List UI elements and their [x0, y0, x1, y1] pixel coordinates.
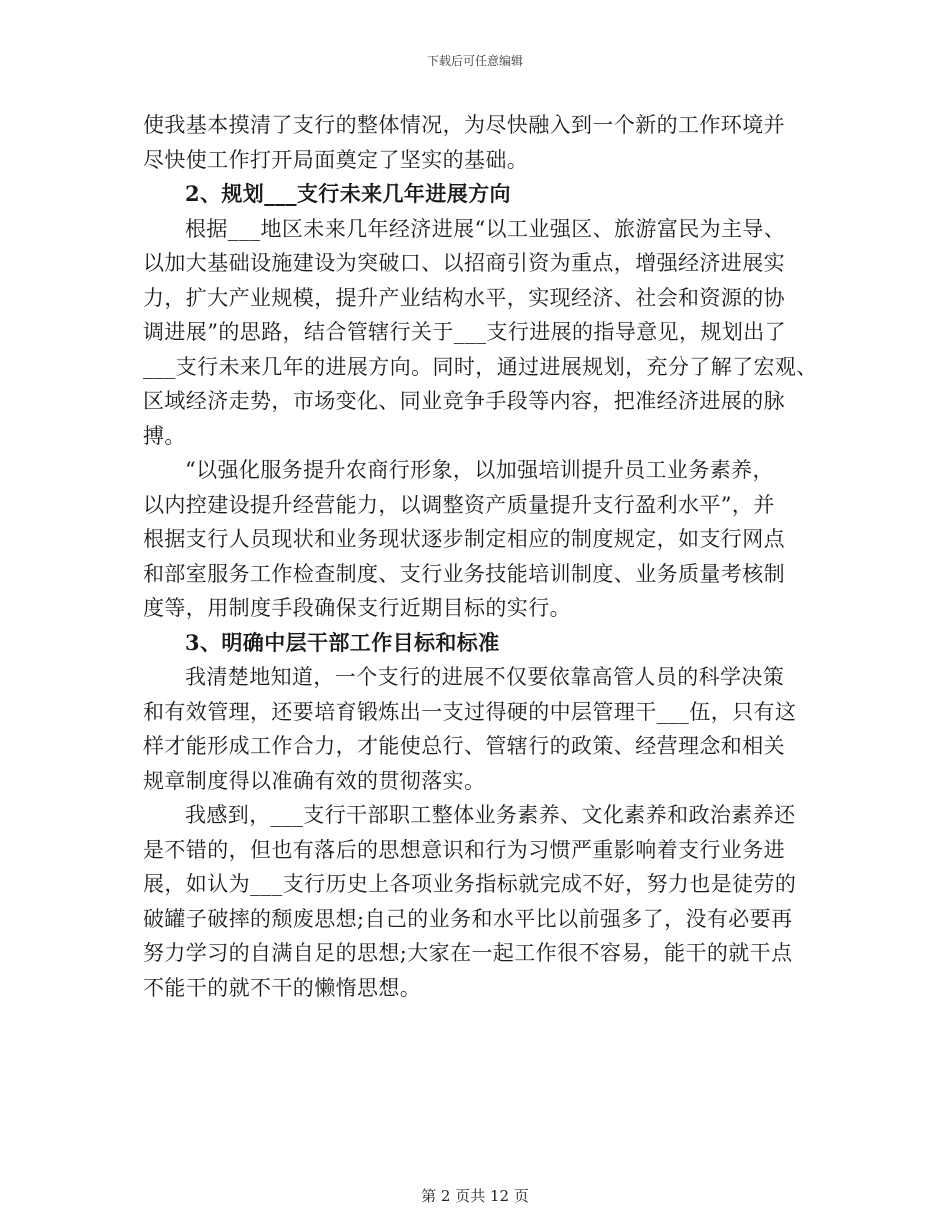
text-line: 破罐子破摔的颓废思想;自己的业务和水平比以前强多了，没有必要再 — [143, 906, 793, 931]
text-line: 是不错的，但也有落后的思想意识和行为习惯严重影响着支行业务进 — [143, 837, 785, 862]
text-line: 以加大基础设施建设为突破口、以招商引资为重点，增强经济进展实 — [143, 251, 785, 275]
text-line: 根据___地区未来几年经济进展“以工业强区、旅游富民为主导、 — [185, 216, 786, 241]
section-heading: 2、规划___支行未来几年进展方向 — [185, 181, 511, 206]
section-heading: 3、明确中层干部工作目标和标准 — [185, 629, 500, 655]
text-line: 区域经济走势，市场变化、同业竞争手段等内容，把准经济进展的脉 — [143, 389, 785, 413]
text-line: 和有效管理，还要培育锻炼出一支过得硬的中层管理干___伍，只有这 — [143, 699, 797, 724]
text-line: 我清楚地知道，一个支行的进展不仅要依靠高管人员的科学决策 — [185, 665, 785, 689]
document-body — [143, 108, 823, 1005]
text-line: 规章制度得以准确有效的贯彻落实。 — [143, 768, 486, 793]
page-footer: 第 2 页共 12 页 — [421, 1187, 529, 1205]
text-line: 调进展”的思路，结合管辖行关于___支行进展的指导意见，规划出了 — [143, 320, 787, 344]
page-header: 下载后可任意编辑 — [426, 54, 523, 68]
text-line: 展，如认为___支行历史上各项业务指标就完成不好，努力也是徒劳的 — [143, 872, 797, 896]
text-line: “以强化服务提升农商行形象，以加强培训提升员工业务素养， — [185, 458, 774, 482]
text-line: 根据支行人员现状和业务现状逐步制定相应的制度规定，如支行网点 — [143, 527, 785, 551]
text-line: 和部室服务工作检查制度、支行业务技能培训制度、业务质量考核制 — [143, 561, 785, 586]
text-line: 度等，用制度手段确保支行近期目标的实行。 — [143, 596, 571, 620]
text-line: ___支行未来几年的进展方向。同时，通过进展规划，充分了解了宏观、 — [143, 354, 818, 379]
text-line: 使我基本摸清了支行的整体情况，为尽快融入到一个新的工作环境并 — [143, 113, 785, 137]
text-line: 搏。 — [143, 423, 186, 448]
text-line: 努力学习的自满自足的思想;大家在一起工作很不容易，能干的就干点 — [143, 941, 793, 965]
text-line: 尽快使工作打开局面奠定了坚实的基础。 — [143, 147, 529, 172]
text-line: 不能干的就不干的懒惰思想。 — [143, 975, 422, 1000]
text-line: 以内控建设提升经营能力，以调整资产质量提升支行盈利水平”，并 — [143, 492, 775, 517]
text-line: 力，扩大产业规模，提升产业结构水平，实现经济、社会和资源的协 — [143, 285, 785, 310]
text-line: 我感到，___支行干部职工整体业务素养、文化素养和政治素养还 — [185, 803, 796, 827]
text-line: 样才能形成工作合力，才能使总行、管辖行的政策、经营理念和相关 — [143, 734, 785, 758]
